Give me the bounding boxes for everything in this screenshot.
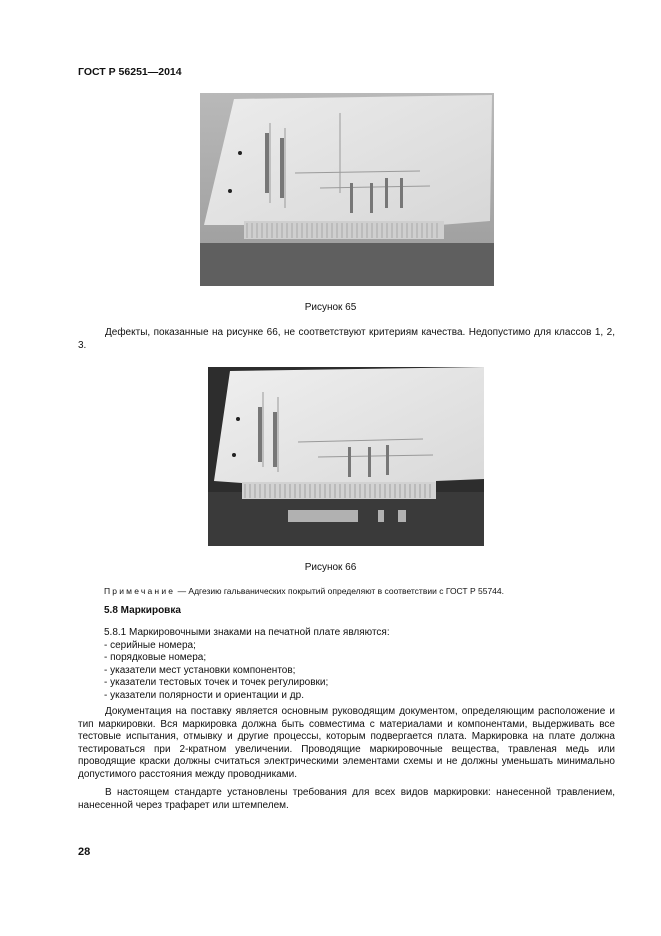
figure-65-photo [200, 93, 494, 286]
note [104, 586, 504, 596]
figure-66-photo [208, 367, 484, 546]
paragraph-defects: Дефекты, показанные на рисунке 66, не соответствуют критериям качества. Недопустимо для классов 1, 2, 3. [78, 327, 615, 351]
paragraph-standard: В настоящем стандарте установлены требования для всех видов маркировки: нанесенной травлением, нанесенной через трафарет или штемпелем. [78, 787, 615, 811]
figure-66-caption: Рисунок 66 [304, 562, 357, 573]
paragraph-documentation: Документация на поставку является основным руководящим документом, определяющим расположение и тип маркировки. Вся маркировка должна быть совместима с материалами и компонентами, выдерживать все тестовые испытания, отмывку и другие процессы, которым подвергается плата. Маркировка на плате должна тестироваться при 2-кратном увеличении. Проводящие маркировочные вещества, травленая медь или проводящие краски должны считаться электрическими элементами схемы и не должны уменьшать минимально допустимого расстояния между проводниками. [78, 706, 615, 780]
marking-list [104, 627, 390, 703]
note-text: — Адгезию гальванических покрытий определяют в соответствии с ГОСТ Р 55744. [175, 586, 504, 596]
list-item: - указатели тестовых точек и точек регулировки; [104, 677, 329, 689]
list-intro: 5.8.1 Маркировочными знаками на печатной плате являются: [104, 627, 390, 638]
list-item: - порядковые номера; [104, 652, 207, 664]
section-heading: 5.8 Маркировка [104, 605, 181, 616]
list-item: - указатели полярности и ориентации и др. [104, 689, 304, 701]
page-number: 28 [78, 846, 91, 858]
document-header: ГОСТ Р 56251—2014 [78, 66, 182, 78]
list-item: - указатели мест установки компонентов; [104, 664, 296, 676]
figure-65-caption: Рисунок 65 [304, 302, 357, 313]
note-label: Примечание [104, 586, 176, 596]
list-item: - серийные номера; [104, 639, 196, 651]
